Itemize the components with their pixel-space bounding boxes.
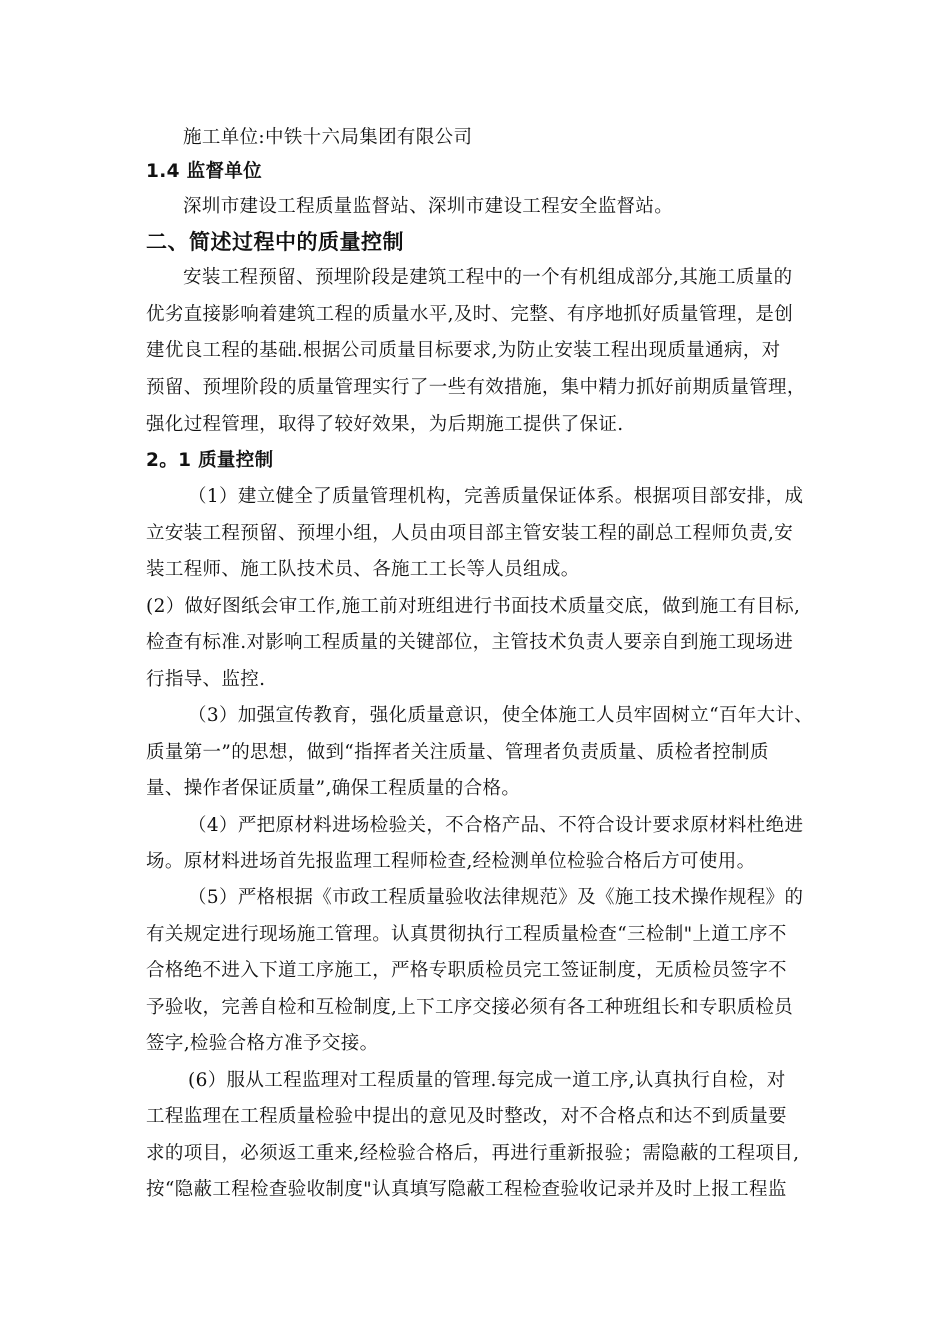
paragraph-line: （1）建立健全了质量管理机构，完善质量保证体系。根据项目部安排，成 (188, 486, 804, 507)
paragraph-line: 优劣直接影响着建筑工程的质量水平,及时、完整、有序地抓好质量管理，是创 (146, 304, 794, 325)
chapter-heading-2: 二、简述过程中的质量控制 (146, 230, 404, 254)
paragraph-line: (6）服从工程监理对工程质量的管理.每完成一道工序,认真执行自检，对 (188, 1070, 786, 1091)
paragraph-line: 签字,检验合格方准予交接。 (146, 1033, 379, 1054)
paragraph-line: 量、操作者保证质量”,确保工程质量的合格。 (146, 778, 521, 799)
section-heading-1-4: 1.4 监督单位 (146, 161, 263, 182)
paragraph-line: （5）严格根据《市政工程质量验收法律规范》及《施工技术操作规程》的 (188, 887, 804, 908)
paragraph-line: （3）加强宣传教育，强化质量意识，使全体施工人员牢固树立“百年大计、 (188, 705, 814, 726)
paragraph-line: 装工程师、施工队技术员、各施工工长等人员组成。 (146, 559, 580, 580)
paragraph-line: 场。原材料进场首先报监理工程师检查,经检测单位检验合格后方可使用。 (146, 851, 756, 872)
paragraph-line: 立安装工程预留、预埋小组，人员由项目部主管安装工程的副总工程师负责,安 (146, 523, 794, 544)
paragraph-line: 建优良工程的基础.根据公司质量目标要求,为防止安装工程出现质量通病，对 (146, 340, 781, 361)
paragraph-line: 求的项目，必须返工重来,经检验合格后，再进行重新报验；需隐蔽的工程项目, (146, 1143, 800, 1164)
paragraph-line: 预留、预埋阶段的质量管理实行了一些有效措施，集中精力抓好前期质量管理， (146, 377, 806, 398)
paragraph-line: 强化过程管理，取得了较好效果，为后期施工提供了保证. (146, 414, 624, 435)
section-heading-2-1: 2。1 质量控制 (146, 450, 274, 471)
paragraph-line: (2）做好图纸会审工作,施工前对班组进行书面技术质量交底，做到施工有目标, (146, 596, 801, 617)
paragraph-line: （4）严把原材料进场检验关，不合格产品、不符合设计要求原材料杜绝进 (188, 815, 804, 836)
paragraph-line: 合格绝不进入下道工序施工，严格专职质检员完工签证制度，无质检员签字不 (146, 960, 787, 981)
paragraph-line: 质量第一”的思想，做到“指挥者关注质量、管理者负责质量、质检者控制质 (146, 742, 769, 763)
construction-unit-line: 施工单位:中铁十六局集团有限公司 (183, 127, 473, 148)
paragraph-line: 有关规定进行现场施工管理。认真贯彻执行工程质量检查“三检制"上道工序不 (146, 924, 787, 945)
supervision-unit-line: 深圳市建设工程质量监督站、深圳市建设工程安全监督站。 (183, 196, 674, 217)
paragraph-line: 按“隐蔽工程检查验收制度"认真填写隐蔽工程检查验收记录并及时上报工程监 (146, 1179, 787, 1200)
paragraph-line: 安装工程预留、预埋阶段是建筑工程中的一个有机组成部分,其施工质量的 (183, 267, 793, 288)
paragraph-line: 工程监理在工程质量检验中提出的意见及时整改，对不合格点和达不到质量要 (146, 1106, 787, 1127)
paragraph-line: 予验收，完善自检和互检制度,上下工序交接必须有各工种班组长和专职质检员 (146, 997, 794, 1018)
paragraph-line: 检查有标准.对影响工程质量的关键部位，主管技术负责人要亲自到施工现场进 (146, 632, 794, 653)
paragraph-line: 行指导、监控. (146, 669, 266, 690)
